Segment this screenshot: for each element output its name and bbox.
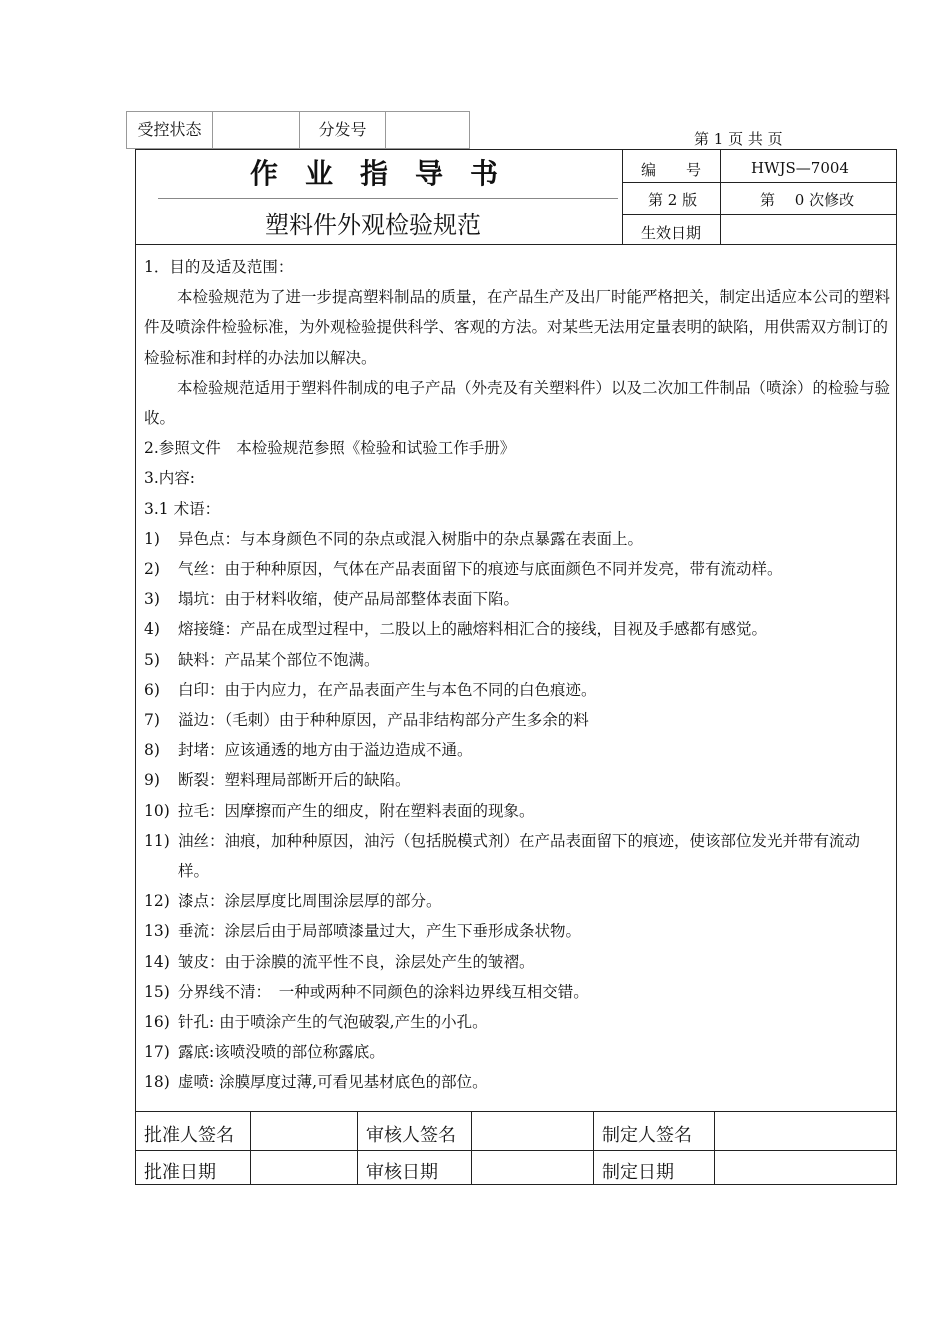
term-item [144, 584, 890, 614]
term-number: 7) [144, 711, 160, 730]
term-item [144, 614, 890, 644]
signature-divider [471, 1111, 472, 1185]
term-number: 4) [144, 620, 160, 639]
term-item [144, 735, 890, 765]
term-number: 3) [144, 590, 160, 609]
distribution-value[interactable] [386, 112, 469, 148]
term-item [144, 826, 890, 886]
signature-divider [714, 1111, 715, 1185]
title-separator [158, 198, 618, 199]
term-item [144, 916, 890, 946]
term-text: 断裂：塑料理局部断开后的缺陷。 [178, 771, 411, 790]
term-text: 分界线不清： 一种或两种不同颜色的涂料边界线互相交错。 [178, 982, 589, 1001]
term-number: 9) [144, 771, 160, 790]
control-table [126, 111, 470, 149]
term-number: 18) [144, 1073, 170, 1092]
term-number: 2) [144, 560, 160, 579]
page-info: 第 1 页 共 页 [694, 130, 783, 148]
section-heading: 3.1 术语： [144, 499, 221, 518]
terms-list [144, 524, 890, 1098]
term-number: 14) [144, 952, 170, 971]
term-text: 溢边：（毛刺）由于种种原因，产品非结构部分产生多余的料 [178, 711, 589, 730]
code-value: HWJS—7004 [751, 159, 849, 177]
term-item [144, 796, 890, 826]
term-item [144, 1067, 890, 1097]
signature-divider [593, 1111, 594, 1185]
section-heading: 2.参照文件 本检验规范参照《检验和试验工作手册》 [144, 439, 516, 458]
term-text: 皱皮：由于涂膜的流平性不良，涂层处产生的皱褶。 [178, 952, 535, 971]
reviewer-signature-label: 审核人签名 [366, 1125, 456, 1146]
document-title: 作业指导书 [250, 157, 526, 190]
header-divider [622, 149, 623, 244]
term-text: 露底:该喷没喷的部位称露底。 [178, 1043, 385, 1062]
term-number: 6) [144, 680, 160, 699]
header-divider [720, 149, 721, 244]
term-text: 漆点：涂层厚度比周围涂层厚的部分。 [178, 892, 442, 911]
term-number: 8) [144, 741, 160, 760]
revision-label: 第 0 次修改 [760, 191, 855, 209]
term-text: 油丝：油痕，加种种原因，油污（包括脱模式剂）在产品表面留下的痕迹，使该部位发光并带有流动样。 [178, 831, 861, 881]
control-status-value[interactable] [213, 112, 300, 148]
section-heading: 3.内容: [144, 469, 196, 488]
review-date-label: 审核日期 [366, 1162, 438, 1183]
term-number: 13) [144, 922, 170, 941]
term-item [144, 554, 890, 584]
term-text: 拉毛：因摩擦而产生的细皮，附在塑料表面的现象。 [178, 801, 535, 820]
version-label: 第 2 版 [648, 191, 698, 209]
term-item [144, 886, 890, 916]
maker-signature-label: 制定人签名 [602, 1125, 692, 1146]
term-number: 5) [144, 650, 160, 669]
term-item [144, 977, 890, 1007]
term-number: 12) [144, 892, 170, 911]
term-number: 17) [144, 1043, 170, 1062]
term-item [144, 1007, 890, 1037]
signature-divider [250, 1111, 251, 1185]
term-text: 缺料：产品某个部位不饱满。 [178, 650, 380, 669]
term-item [144, 675, 890, 705]
term-item [144, 765, 890, 795]
term-text: 气丝：由于种种原因，气体在产品表面留下的痕迹与底面颜色不同并发亮，带有流动样。 [178, 560, 783, 579]
term-number: 1) [144, 529, 160, 548]
signature-divider [357, 1111, 358, 1185]
document-body [144, 252, 890, 1098]
effective-date-label: 生效日期 [641, 224, 702, 242]
document-subtitle: 塑料件外观检验规范 [265, 211, 481, 239]
term-text: 白印：由于内应力，在产品表面产生与本色不同的白色痕迹。 [178, 680, 597, 699]
control-status-label: 受控状态 [127, 112, 213, 148]
term-item [144, 524, 890, 554]
distribution-label: 分发号 [300, 112, 386, 148]
term-number: 10) [144, 801, 170, 820]
term-item [144, 947, 890, 977]
paragraph: 本检验规范为了进一步提高塑料制品的质量，在产品生产及出厂时能严格把关，制定出适应本公司的塑料件及喷涂件检验标准，为外观检验提供科学、客观的方法。对某些无法用定量表明的缺陷，用供需双方制订的检验标准和封样的办法加以解决。 [144, 288, 891, 367]
term-text: 虚喷: 涂膜厚度过薄,可看见基材底色的部位。 [178, 1073, 488, 1092]
section-heading: 1．目的及适及范围： [144, 258, 294, 276]
term-item [144, 1037, 890, 1067]
term-text: 针孔: 由于喷涂产生的气泡破裂,产生的小孔。 [178, 1013, 488, 1032]
term-text: 垂流：涂层后由于局部喷漆量过大，产生下垂形成条状物。 [178, 922, 582, 941]
code-label: 编 号 [641, 161, 702, 179]
term-number: 16) [144, 1013, 170, 1032]
header-bottom-rule [135, 244, 897, 245]
paragraph: 本检验规范适用于塑料件制成的电子产品（外壳及有关塑料件）以及二次加工件制品（喷涂）的检验与验收。 [144, 378, 891, 428]
term-number: 11) [144, 831, 170, 850]
header-rule [622, 182, 897, 183]
term-item [144, 705, 890, 735]
term-text: 封堵：应该通透的地方由于溢边造成不通。 [178, 741, 473, 760]
term-text: 异色点：与本身颜色不同的杂点或混入树脂中的杂点暴露在表面上。 [178, 529, 644, 548]
term-text: 塌坑：由于材料收缩，使产品局部整体表面下陷。 [178, 590, 520, 609]
make-date-label: 制定日期 [602, 1162, 674, 1183]
term-item [144, 645, 890, 675]
term-number: 15) [144, 982, 170, 1001]
term-text: 熔接缝：产品在成型过程中，二股以上的融熔料相汇合的接线，目视及手感都有感觉。 [178, 620, 768, 639]
header-rule [622, 214, 897, 215]
approval-date-label: 批准日期 [144, 1162, 216, 1183]
approver-signature-label: 批准人签名 [144, 1125, 234, 1146]
